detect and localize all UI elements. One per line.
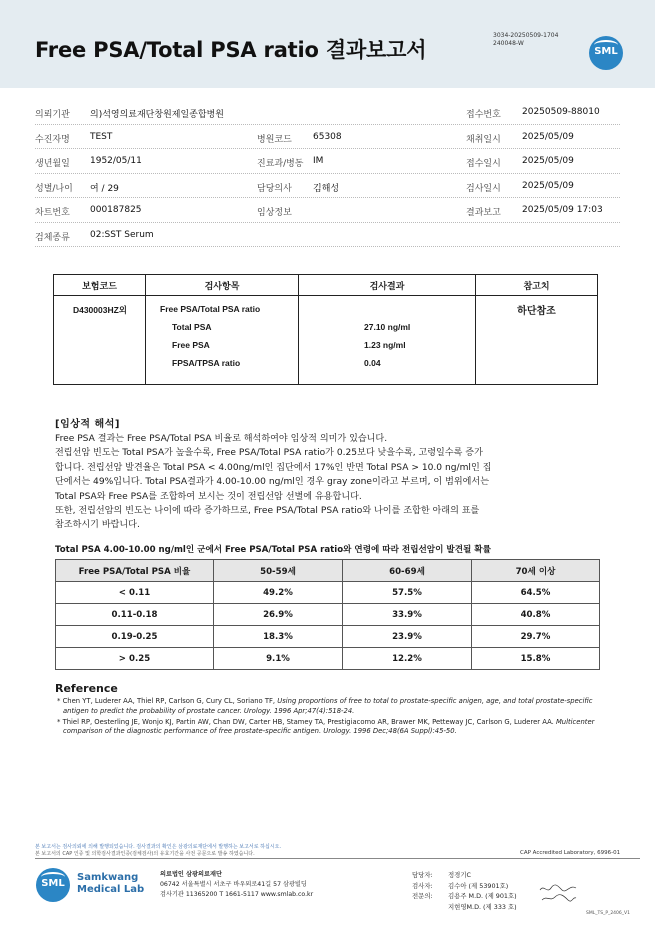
probability-cell: 29.7% [472,626,600,648]
staff-name: 김용주 M.D. (제 901호) [448,892,517,900]
specimen-value: 02:SST Serum [90,229,154,240]
table-row [56,604,600,626]
report-code-line1: 3034-20250509-1704 [493,32,559,39]
report-code-line2: 240048-W [493,40,524,47]
results-reference-cell [476,296,598,385]
ratio-header: Free PSA/Total PSA 비율 [56,560,214,582]
results-code-cell [54,296,146,385]
institution-label: 의뢰기관 [35,110,70,120]
probability-cell: 64.5% [472,582,600,604]
brand-line: Samkwang [77,872,139,883]
reference-citation: Multicenter comparison of the diagnostic performance of free prostate-specific antigen. Urology. 1996 Dec;48(6A Suppl):45-50. [63,717,595,736]
probability-cell: 26.9% [214,604,343,626]
interpretation-line: 단에서는 49%입니다. Total PSA결과가 4.00-10.00 ng/ml인 경우 gray zone이라고 부르며, 이 범위에서는 [55,477,489,488]
footer-notice-line: 본 보고서의 CAP 인증 및 의학검사결과인증(검체검사)의 유효기간을 사전 공문으로 발송 하였습니다. [35,851,255,857]
test-item-name: FPSA/TPSA ratio [172,358,241,368]
interpretation-title: [임상적 해석] [55,419,120,430]
reference-authors: Thiel RP, Oesterling JE, Wonjo KJ, Partin AW, Chan DW, Carter HB, Stamey TA, Prestigiacomo AR, Brawer MK, Petteway JC, Carlson G, Luderer AA. [62,717,554,726]
ratio-header: 60-69세 [343,560,472,582]
ratio-table [55,559,600,670]
reference-value: 하단참조 [517,306,556,317]
clinical-label: 임상정보 [257,208,292,218]
interpretation-line: 합니다. 전립선암 발견율은 Total PSA < 4.00ng/ml인 집단에서 17%인 반면 Total PSA > 10.0 ng/ml인 집 [55,462,492,473]
reference-title: Reference [55,682,118,695]
test-item-value: 1.23 ng/ml [364,340,406,350]
doctor-label: 담당의사 [257,183,292,194]
lab-org: 의료법인 삼광의료재단 [160,871,222,878]
ratio-header: 50-59세 [214,560,343,582]
test-group-name: Free PSA/Total PSA ratio [160,304,261,314]
tested-label: 검사일시 [466,183,501,194]
reference-citation: Using proportions of free to total to prostate-specific anigen, age, and total prostate-specific antigen to predict the probability of prostate cancer. Urology. 1996 Apr;47(4):518-24. [63,697,593,715]
collected-value: 2025/05/09 [522,131,574,142]
patient-label: 수진자명 [35,134,70,145]
results-header-item: 검사항목 [146,275,299,296]
probability-cell: 49.2% [214,582,343,604]
ratio-cell: > 0.25 [56,648,214,670]
signature-icon [538,882,578,904]
staff-name: 김수아 (제 53901호) [448,881,509,890]
test-item-value: 0.04 [364,358,381,368]
probability-cell: 15.8% [472,648,600,670]
report-title: Free PSA/Total PSA ratio 결과보고서 [35,38,427,62]
report-header [0,0,655,88]
interpretation-line: Free PSA 결과는 Free PSA/Total PSA 비율로 해석하여야 임상적 의미가 있습니다. [55,434,388,444]
receipt-no-label: 접수번호 [466,110,501,120]
hospital-code-label: 병원코드 [257,134,292,145]
lab-contact: 검사기관 11365200 T 1661-5117 www.smlab.co.kr [160,891,314,898]
brand-name [77,872,144,896]
sml-logo-icon [589,36,623,70]
institution-value: 의)석영의료재단창원제일종합병원 [90,110,224,120]
chart-label: 차트번호 [35,208,70,218]
test-item-name: Free PSA [172,340,210,350]
info-row [35,174,620,199]
probability-cell: 33.9% [343,604,472,626]
reported-label: 결과보고 [466,208,501,218]
report-code [493,32,558,48]
doctor-value: 김해성 [313,183,340,194]
results-header-reference: 참고치 [476,275,598,296]
probability-cell: 23.9% [343,626,472,648]
sex-age-value: 여 / 29 [90,183,119,194]
ratio-cell: 0.11-0.18 [56,604,214,626]
specimen-label: 검체종류 [35,232,70,243]
results-table [53,274,598,385]
dept-label: 진료과/병동 [257,159,304,169]
sml-footer-logo-icon [36,868,70,902]
interpretation-line: 참조하시기 바랍니다. [55,520,140,531]
collected-label: 채취일시 [466,134,501,145]
footer-divider [35,858,640,859]
footer-notice [35,844,281,858]
reference-item: * Chen YT, Luderer AA, Thiel RP, Carlson G, Cury CL, Soriano TF, Using proportions of free to total to prostate-specific anigen, age, and total prostate-specific antigen to predict the probability of prostate cancer. Urology. 1996 Apr;47(4):518-24. [57,697,593,715]
received-label: 접수일시 [466,159,501,169]
info-row [35,100,620,125]
table-row [56,626,600,648]
info-row [35,125,620,150]
insurance-code: D430003HZ외 [72,305,128,315]
document-number: SML_TS_P_2406_V1 [586,911,630,916]
ratio-header: 70세 이상 [472,560,600,582]
reference-item: * Thiel RP, Oesterling JE, Wonjo KJ, Partin AW, Chan DW, Carter HB, Stamey TA, Prestigiacomo AR, Brawer MK, Petteway JC, Carlson G, Luderer AA. Multicenter comparison of the diagnostic performance of free prostate-specific antigen. Urology. 1996 Dec;48(6A Suppl):45-50. [57,717,595,736]
results-header-code: 보험코드 [54,275,146,296]
results-value-cell [299,296,476,385]
lab-address-line: 06742 서울특별시 서초구 바우뫼로41길 57 삼광빌딩 [160,881,307,888]
interpretation-text [55,432,600,533]
staff-role: 담당자: [412,871,433,879]
sml-footer-logo-text: SML [41,878,65,889]
probability-cell: 18.3% [214,626,343,648]
staff-name: 정경기C [448,871,471,879]
sex-age-label: 성별/나이 [35,183,73,194]
footer-notice-line: 본 보고서는 검사의뢰에 의해 발행되었습니다. 검사결과의 확인은 삼광의료재단에서 발행하는 보고서로 하십시오. [35,844,282,850]
received-value: 2025/05/09 [522,156,574,166]
results-header-value: 검사결과 [299,275,476,296]
reference-list [57,697,602,737]
ratio-table-title: Total PSA 4.00-10.00 ng/ml인 군에서 Free PSA/Total PSA ratio와 연령에 따라 전립선암이 발견될 확률 [55,545,491,555]
probability-cell: 40.8% [472,604,600,626]
results-item-cell [146,296,299,385]
interpretation-line: 또한, 전립선암의 빈도는 나이에 따라 증가하므로, Free PSA/Total PSA ratio와 나이를 조합한 아래의 표를 [55,506,480,517]
info-row [35,198,620,223]
ratio-cell: < 0.11 [56,582,214,604]
probability-cell: 12.2% [343,648,472,670]
staff-role: 전문의: [412,892,433,900]
receipt-no-value: 20250509-88010 [522,107,600,117]
patient-info [35,100,620,247]
test-item-name: Total PSA [172,322,212,332]
probability-cell: 57.5% [343,582,472,604]
dob-label: 생년월일 [35,159,70,169]
info-row [35,223,620,248]
reference-authors: Chen YT, Luderer AA, Thiel RP, Carlson G, Cury CL, Soriano TF, [62,697,276,705]
staff-role: 검사자: [412,881,433,890]
lab-address [160,870,313,900]
interpretation-line: Total PSA와 Free PSA를 조합하여 보시는 것이 전립선암 선별에 유용합니다. [55,491,362,502]
probability-cell: 9.1% [214,648,343,670]
dob-value: 1952/05/11 [90,156,142,166]
reported-value: 2025/05/09 17:03 [522,205,603,215]
patient-value: TEST [90,131,113,142]
info-row [35,149,620,174]
tested-value: 2025/05/09 [522,180,574,191]
table-row [56,648,600,670]
staff-name: 지현영M.D. (제 333 호) [448,902,517,911]
table-row [56,582,600,604]
cap-accreditation: CAP Accredited Laboratory, 6996-01 [520,850,621,856]
interpretation-line: 전립선암 빈도는 Total PSA가 높을수록, Free PSA/Total PSA ratio가 0.25보다 낮을수록, 고령일수록 증가 [55,448,483,459]
dept-value: IM [313,156,324,166]
sml-logo-text: SML [594,46,618,57]
test-item-value: 27.10 ng/ml [364,322,411,332]
chart-value: 000187825 [90,205,142,215]
ratio-cell: 0.19-0.25 [56,626,214,648]
brand-line: Medical Lab [77,884,145,895]
hospital-code-value: 65308 [313,131,342,142]
